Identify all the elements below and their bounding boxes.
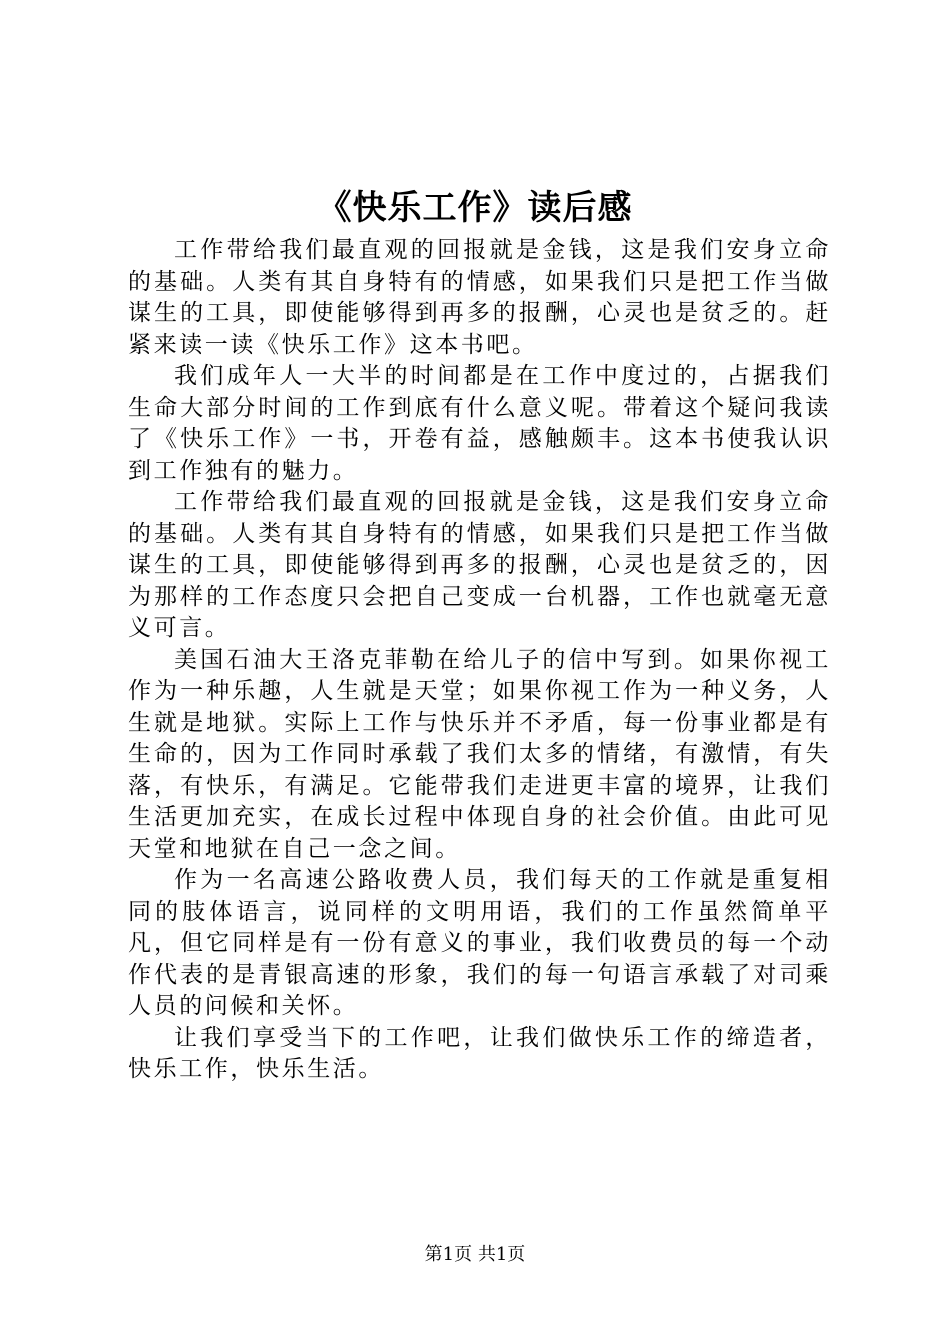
document-title: 《快乐工作》读后感	[317, 188, 633, 228]
paragraph-1: 工作带给我们最直观的回报就是金钱，这是我们安身立命的基础。人类有其自身特有的情感，如果我们只是把工作当做谋生的工具，即使能够得到再多的报酬，心灵也是贫乏的。赶紧来读一读《快乐工作》这本书吧。	[128, 237, 831, 358]
paragraph-6: 让我们享受当下的工作吧，让我们做快乐工作的缔造者，快乐工作，快乐生活。	[128, 1024, 831, 1082]
page-footer: 第1页 共1页	[424, 1244, 526, 1265]
paragraph-2: 我们成年人一大半的时间都是在工作中度过的，占据我们生命大部分时间的工作到底有什么意义呢。带着这个疑问我读了《快乐工作》一书，开卷有益，感触颇丰。这本书使我认识到工作独有的魅力。	[128, 363, 831, 484]
paragraph-4: 美国石油大王洛克菲勒在给儿子的信中写到。如果你视工作为一种乐趣，人生就是天堂；如果你视工作为一种义务，人生就是地狱。实际上工作与快乐并不矛盾，每一份事业都是有生命的，因为工作同时承载了我们太多的情绪，有激情，有失落，有快乐，有满足。它能带我们走进更丰富的境界，让我们生活更加充实，在成长过程中体现自身的社会价值。由此可见天堂和地狱在自己一念之间。	[128, 646, 831, 862]
paragraph-5: 作为一名高速公路收费人员，我们每天的工作就是重复相同的肢体语言，说同样的文明用语，我们的工作虽然简单平凡，但它同样是有一份有意义的事业，我们收费员的每一个动作代表的是青银高速的形象，我们的每一句语言承载了对司乘人员的问候和关怀。	[128, 867, 831, 1019]
paragraph-3: 工作带给我们最直观的回报就是金钱，这是我们安身立命的基础。人类有其自身特有的情感，如果我们只是把工作当做谋生的工具，即使能够得到再多的报酬，心灵也是贫乏的，因为那样的工作态度只会把自己变成一台机器，工作也就毫无意义可言。	[128, 489, 831, 641]
document-body	[128, 235, 831, 1086]
